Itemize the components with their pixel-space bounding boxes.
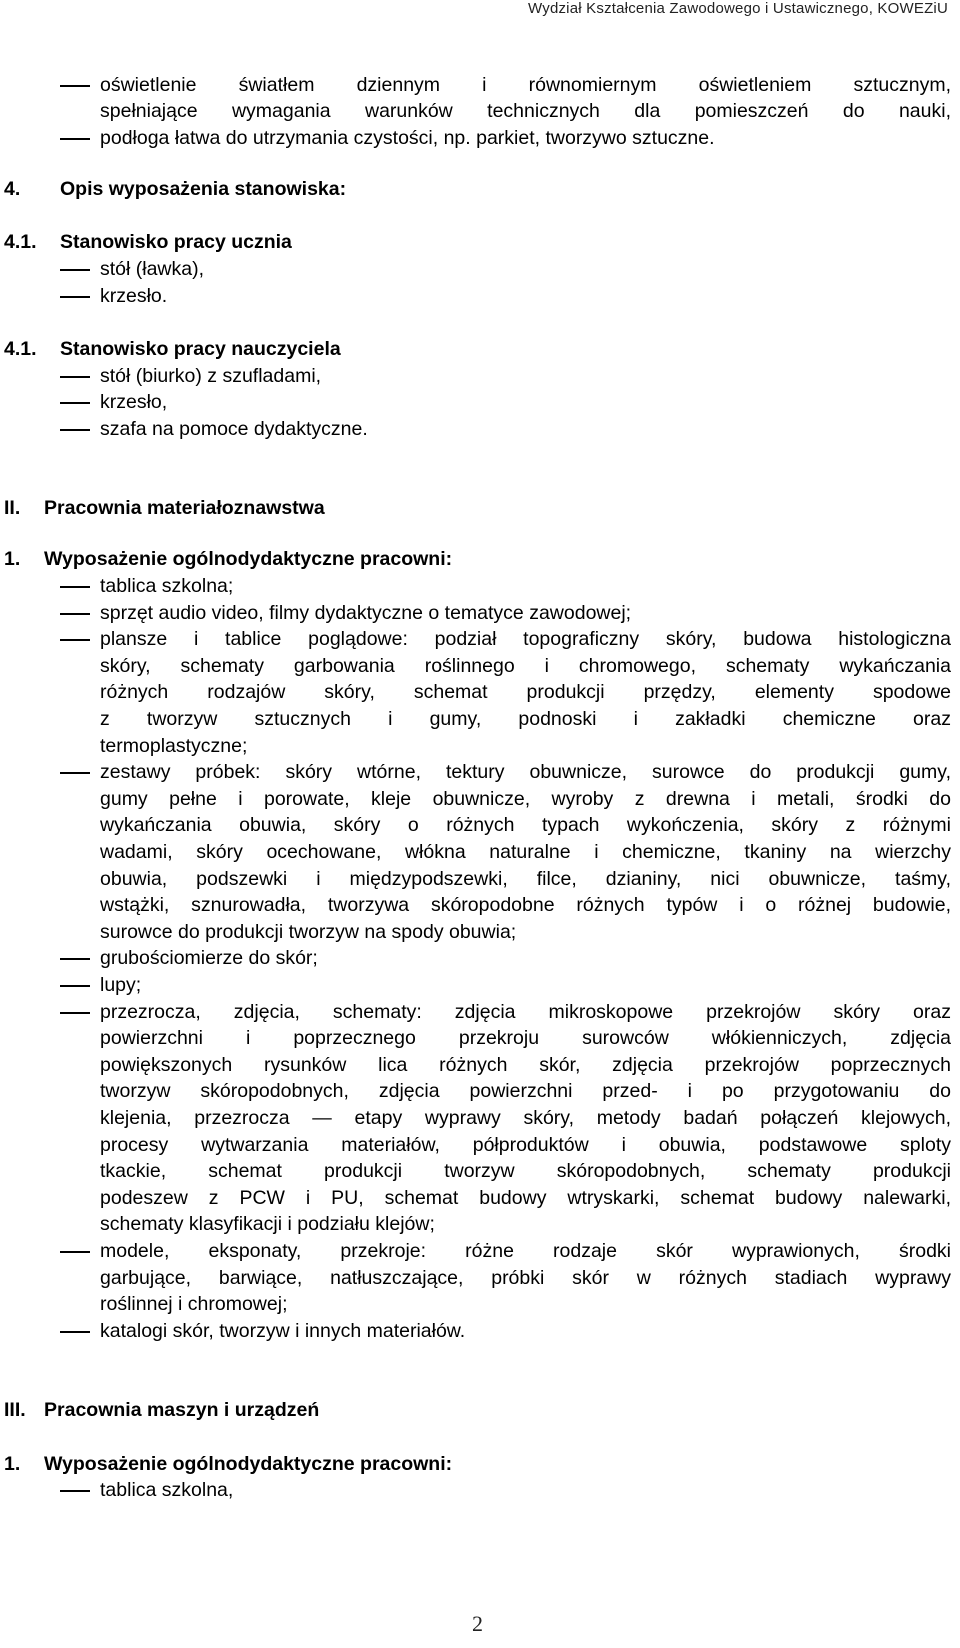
section-title: Stanowisko pracy ucznia xyxy=(60,231,292,253)
list-item-text: oświetlenie światłem dziennym i równomiernym oświetleniem sztucznym, xyxy=(100,74,951,96)
list-item-text: różnych rodzajów skóry, schemat produkcji przędzy, elementy spodowe xyxy=(100,681,951,703)
list-item-text: garbujące, barwiące, natłuszczające, próbki skór w różnych stadiach wyprawy xyxy=(100,1267,951,1289)
list-item-text: lupy; xyxy=(100,974,142,996)
list-item-text: tablica szkolna, xyxy=(100,1479,234,1501)
list-item-text: spełniające wymagania warunków technicznych dla pomieszczeń do nauki, xyxy=(100,100,951,122)
list-item-text: z tworzyw sztucznych i gumy, podnoski i zakładki chemiczne oraz xyxy=(100,708,951,730)
page-number: 2 xyxy=(472,1611,483,1636)
list-item-text: szafa na pomoce dydaktyczne. xyxy=(100,418,368,440)
list-item-text: klejenia, przezrocza — etapy wyprawy skóry, metody badań połączeń klejowych, xyxy=(100,1107,951,1129)
dash-bullet xyxy=(60,613,90,615)
dash-bullet xyxy=(60,138,90,140)
list-item-text: podłoga łatwa do utrzymania czystości, np. parkiet, tworzywo sztuczne. xyxy=(100,127,715,149)
list-item-text: wadami, skóry ocechowane, włókna naturalne i chemiczne, tkaniny na wierzchy xyxy=(100,841,951,863)
dash-bullet xyxy=(60,1012,90,1014)
chapter-number: II. xyxy=(4,497,21,519)
chapter-title: Pracownia materiałoznawstwa xyxy=(44,497,325,519)
list-item-text: tkackie, schemat produkcji tworzyw skóropodobnych, schematy produkcji xyxy=(100,1160,951,1182)
list-item-text: podeszew z PCW i PU, schemat budowy wtryskarki, schemat budowy nalewarki, xyxy=(100,1187,951,1209)
list-item-text: zestawy próbek: skóry wtórne, tektury obuwnicze, surowce do produkcji gumy, xyxy=(100,761,951,783)
list-item-text: procesy wytwarzania materiałów, półproduktów i obuwia, podstawowe sploty xyxy=(100,1134,951,1156)
list-item-text: schematy klasyfikacji i podziału klejów; xyxy=(100,1213,435,1235)
section-title: Opis wyposażenia stanowiska: xyxy=(60,178,347,200)
dash-bullet xyxy=(60,985,90,987)
list-item-text: wykańczania obuwia, skóry o różnych typach wykończenia, skóry z różnymi xyxy=(100,814,951,836)
dash-bullet xyxy=(60,639,90,641)
section-number: 4. xyxy=(4,178,21,200)
list-item-text: plansze i tablice poglądowe: podział topograficzny skóry, budowa histologiczna xyxy=(100,628,951,650)
dash-bullet xyxy=(60,1490,90,1492)
chapter-title: Pracownia maszyn i urządzeń xyxy=(44,1399,320,1421)
list-item-text: modele, eksponaty, przekroje: różne rodzaje skór wyprawionych, środki xyxy=(100,1240,951,1262)
list-item-text: krzesło. xyxy=(100,285,168,307)
dash-bullet xyxy=(60,772,90,774)
dash-bullet xyxy=(60,269,90,271)
chapter-number: III. xyxy=(4,1399,26,1421)
list-item-text: termoplastyczne; xyxy=(100,735,248,757)
dash-bullet xyxy=(60,958,90,960)
section-number: 4.1. xyxy=(4,338,37,360)
dash-bullet xyxy=(60,296,90,298)
dash-bullet xyxy=(60,376,90,378)
dash-bullet xyxy=(60,402,90,404)
list-item-text: skóry, schematy garbowania roślinnego i chromowego, schematy wykańczania xyxy=(100,655,951,677)
section-number: 4.1. xyxy=(4,231,37,253)
list-item-text: grubościomierze do skór; xyxy=(100,947,318,969)
list-item-text: obuwia, podszewki i międzypodszewki, filce, dzianiny, nici obuwnicze, taśmy, xyxy=(100,868,951,890)
dash-bullet xyxy=(60,1331,90,1333)
dash-bullet xyxy=(60,429,90,431)
section-number: 1. xyxy=(4,548,21,570)
list-item-text: stół (ławka), xyxy=(100,258,205,280)
list-item-text: sprzęt audio video, filmy dydaktyczne o tematyce zawodowej; xyxy=(100,602,632,624)
list-item-text: tworzyw skóropodobnych, zdjęcia powierzchni przed- i po przygotowaniu do xyxy=(100,1080,951,1102)
list-item-text: roślinnej i chromowej; xyxy=(100,1293,288,1315)
list-item-text: katalogi skór, tworzyw i innych materiałów. xyxy=(100,1320,466,1342)
list-item-text: surowce do produkcji tworzyw na spody obuwia; xyxy=(100,921,517,943)
document-header: Wydział Kształcenia Zawodowego i Ustawicznego, KOWEZiU xyxy=(528,0,948,17)
section-title: Stanowisko pracy nauczyciela xyxy=(60,338,341,360)
list-item-text: gumy pełne i porowate, kleje obuwnicze, wyroby z drewna i metali, środki do xyxy=(100,788,951,810)
dash-bullet xyxy=(60,85,90,87)
list-item-text: powiększonych rysunków lica różnych skór, zdjęcia przekrojów poprzecznych xyxy=(100,1054,951,1076)
dash-bullet xyxy=(60,1251,90,1253)
list-item-text: powierzchni i poprzecznego przekroju surowców włókienniczych, zdjęcia xyxy=(100,1027,951,1049)
dash-bullet xyxy=(60,586,90,588)
section-number: 1. xyxy=(4,1453,21,1475)
section-title: Wyposażenie ogólnodydaktyczne pracowni: xyxy=(44,1453,453,1475)
list-item-text: wstążki, sznurowadła, tworzywa skóropodobne różnych typów i o różnej budowie, xyxy=(100,894,951,916)
section-title: Wyposażenie ogólnodydaktyczne pracowni: xyxy=(44,548,453,570)
list-item-text: stół (biurko) z szufladami, xyxy=(100,365,322,387)
list-item-text: tablica szkolna; xyxy=(100,575,234,597)
list-item-text: krzesło, xyxy=(100,391,168,413)
list-item-text: przezrocza, zdjęcia, schematy: zdjęcia mikroskopowe przekrojów skóry oraz xyxy=(100,1001,951,1023)
